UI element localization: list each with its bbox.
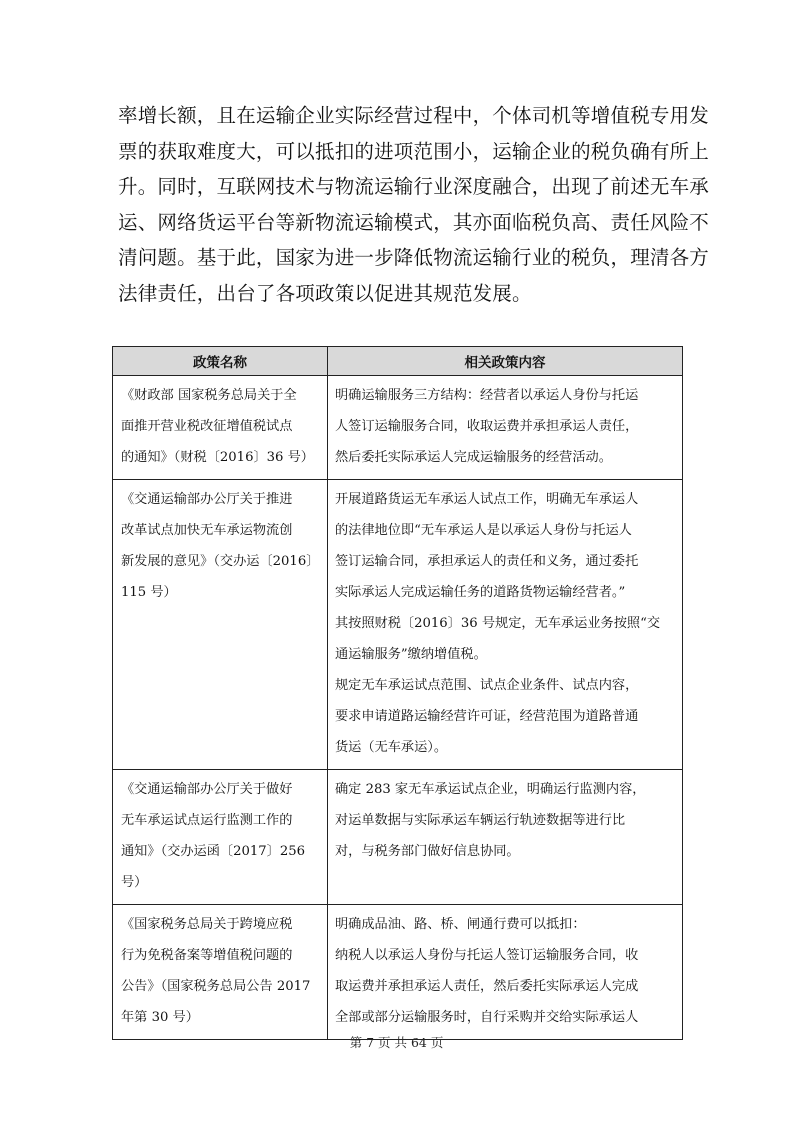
policy-content-line: 的法律地位即“无车承运人是以承运人身份与托运人: [335, 523, 632, 538]
policy-name-line: 号）: [121, 875, 148, 890]
policy-name-cell: [113, 480, 328, 770]
policy-content-line: 其按照财税〔2016〕36 号规定，无车承运业务按照“交: [335, 616, 661, 631]
policy-name-line: 新发展的意见》（交办运〔2016〕: [121, 554, 320, 569]
policy-content-line: 规定无车承运试点范围、试点企业条件、试点内容，: [335, 678, 639, 693]
policy-name-line: 年第 30 号）: [121, 1010, 199, 1025]
policy-content-line: 对，与税务部门做好信息协同。: [335, 844, 520, 859]
policy-name-line: 面推开营业税改征增值税试点: [121, 419, 293, 434]
policy-name-line: 改革试点加快无车承运物流创: [121, 523, 293, 538]
paragraph-line: 票的获取难度大，可以抵扣的进项范围小，运输企业的税负确有所上: [118, 139, 710, 163]
policy-content-line: 全部或部分运输服务时，自行采购并交给实际承运人: [335, 1010, 639, 1025]
policy-name-line: 《交通运输部办公厅关于做好: [121, 782, 293, 797]
policy-name-line: 通知》（交办运函〔2017〕256: [121, 844, 306, 859]
policy-content-cell: [328, 905, 683, 1040]
policy-content-line: 明确成品油、路、桥、闸通行费可以抵扣：: [335, 917, 586, 932]
policy-content-line: 然后委托实际承运人完成运输服务的经营活动。: [335, 450, 612, 465]
table-row: [113, 905, 683, 1040]
header-policy-content: 相关政策内容: [328, 347, 683, 376]
paragraph-line: 升。同时，互联网技术与物流运输行业深度融合，出现了前述无车承: [118, 175, 710, 199]
policy-content-line: 纳税人以承运人身份与托运人签订运输服务合同，收: [335, 948, 639, 963]
table-row: [113, 770, 683, 905]
policy-name-line: 无车承运试点运行监测工作的: [121, 813, 293, 828]
policy-content-line: 对运单数据与实际承运车辆运行轨迹数据等进行比: [335, 813, 626, 828]
policy-name-cell: [113, 770, 328, 905]
policy-content-line: 要求申请道路运输经营许可证，经营范围为道路普通: [335, 709, 639, 724]
policy-content-line: 明确运输服务三方结构：经营者以承运人身份与托运: [335, 388, 639, 403]
policy-content-line: 取运费并承担承运人责任，然后委托实际承运人完成: [335, 979, 639, 994]
paragraph-line: 运、网络货运平台等新物流运输模式，其亦面临税负高、责任风险不: [118, 210, 710, 234]
table-row: [113, 376, 683, 480]
header-policy-name: 政策名称: [113, 347, 328, 376]
policy-content-line: 开展道路货运无车承运人试点工作，明确无车承运人: [335, 492, 639, 507]
policy-name-line: 《国家税务总局关于跨境应税: [121, 917, 293, 932]
paragraph-line: 法律责任，出台了各项政策以促进其规范发展。: [118, 281, 532, 305]
policy-content-line: 确定 283 家无车承运试点企业，明确运行监测内容，: [335, 782, 646, 797]
policy-content-cell: [328, 770, 683, 905]
policy-name-line: 《财政部 国家税务总局关于全: [121, 388, 297, 403]
table-row: [113, 480, 683, 770]
policy-name-line: 行为免税备案等增值税问题的: [121, 948, 293, 963]
policy-name-cell: [113, 376, 328, 480]
table-header-row: [113, 347, 683, 376]
policy-content-line: 实际承运人完成运输任务的道路货物运输经营者。”: [335, 585, 626, 600]
policy-name-line: 公告》（国家税务总局公告 2017: [121, 979, 311, 994]
policy-content-line: 人签订运输服务合同，收取运费并承担承运人责任，: [335, 419, 639, 434]
policy-content-line: 货运（无车承运）。: [335, 740, 448, 755]
policy-name-line: 115 号）: [121, 585, 177, 600]
policy-name-cell: [113, 905, 328, 1040]
policy-content-cell: [328, 480, 683, 770]
policy-name-line: 的通知》（财税〔2016〕36 号）: [121, 450, 314, 465]
policy-name-line: 《交通运输部办公厅关于推进: [121, 492, 293, 507]
body-paragraph: [118, 98, 710, 312]
paragraph-line: 清问题。基于此，国家为进一步降低物流运输行业的税负，理清各方: [118, 246, 710, 270]
policy-content-line: 签订运输合同，承担承运人的责任和义务，通过委托: [335, 554, 639, 569]
page-footer: 第 7 页 共 64 页: [349, 1035, 444, 1050]
paragraph-line: 率增长额，且在运输企业实际经营过程中，个体司机等增值税专用发: [118, 104, 710, 127]
policy-content-line: 通运输服务”缴纳增值税。: [335, 647, 487, 662]
policy-content-cell: [328, 376, 683, 480]
policy-table: [112, 346, 683, 1040]
